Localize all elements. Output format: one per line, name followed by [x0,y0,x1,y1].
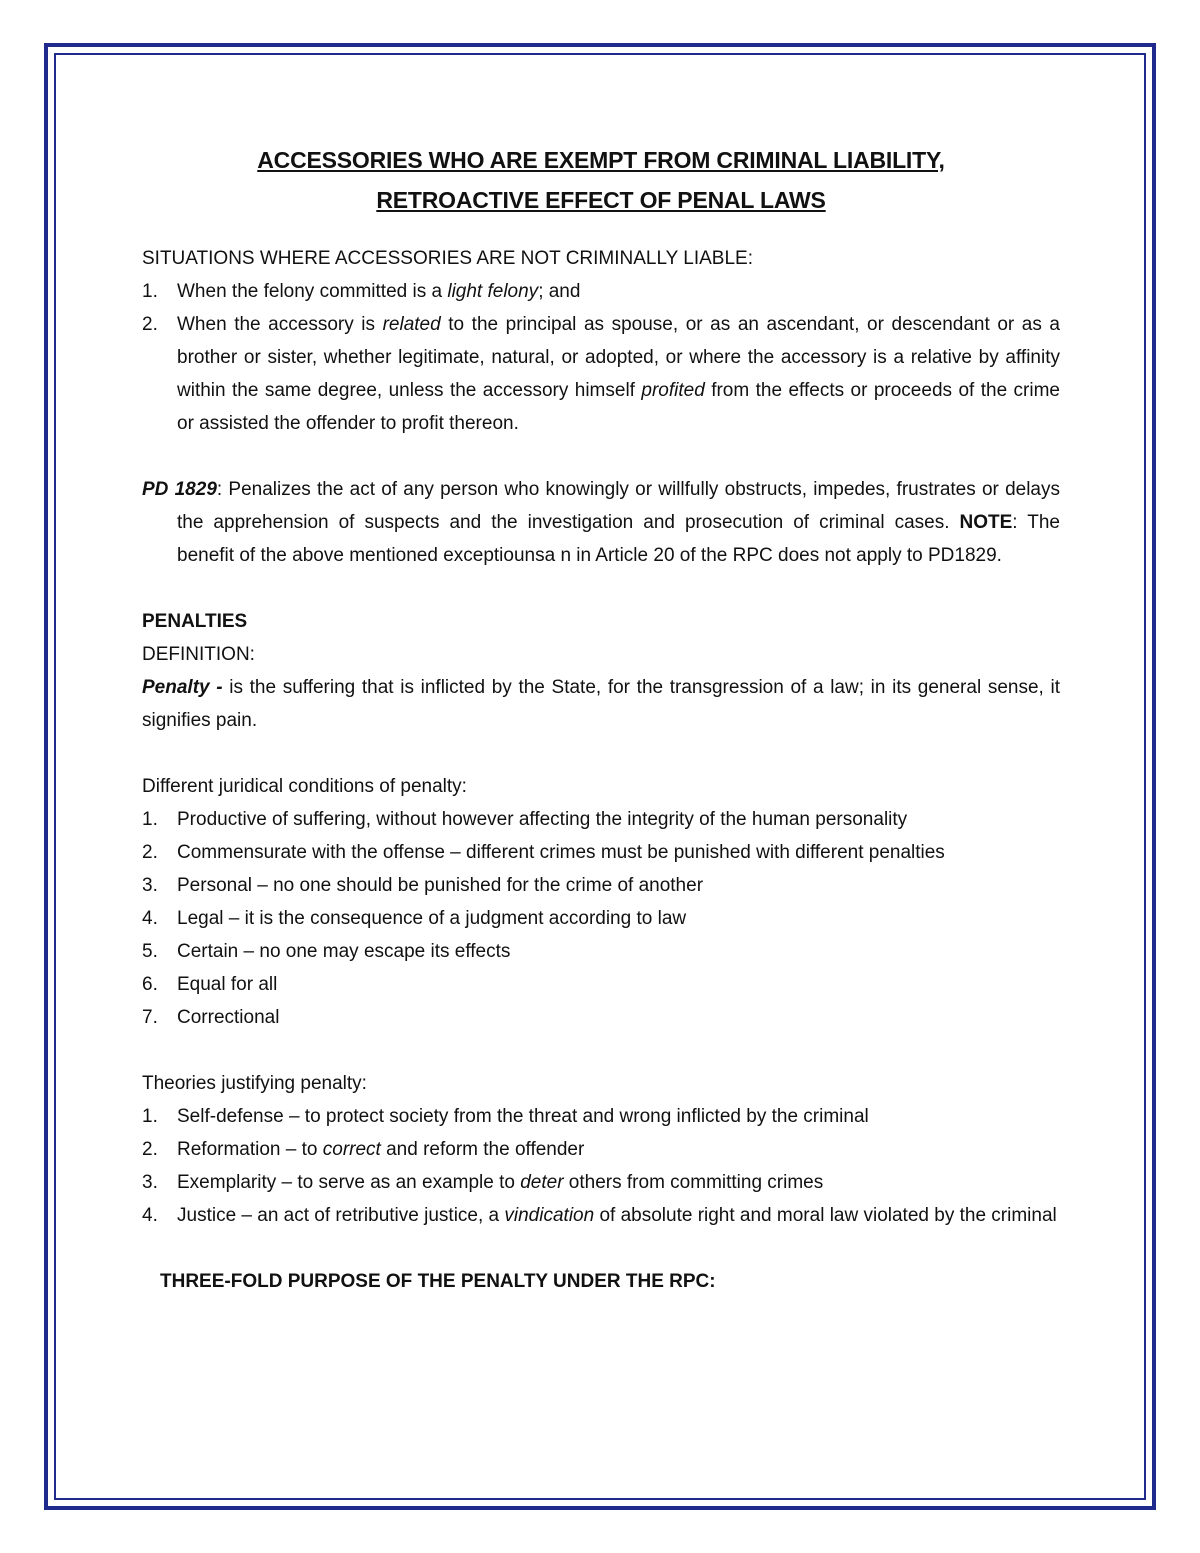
list-number: 5. [142,941,158,962]
pd1829-paragraph [142,473,1060,572]
definition-text: is the suffering that is inflicted by the State, for the transgression of a law; in its general sense, it signifies pain. [142,677,1060,731]
conditions-list [142,803,1060,1034]
emphasis-text: correct [322,1139,381,1160]
list-number: 1. [142,809,158,830]
list-text: Self-defense – to protect society from the threat and wrong inflicted by the criminal [177,1106,869,1127]
list-number: 3. [142,1172,158,1193]
title-line-1: ACCESSORIES WHO ARE EXEMPT FROM CRIMINAL LIABILITY, [257,147,945,173]
document-body [142,140,1060,1298]
list-item [142,1166,1060,1199]
list-number: 7. [142,1007,158,1028]
list-item [142,935,1060,968]
pd1829-colon: : [216,479,223,500]
list-text: When the accessory is [177,314,383,335]
list-text: Exemplarity – to serve as an example to [177,1172,521,1193]
list-text: Justice – an act of retributive justice, a [177,1205,505,1226]
list-number: 1. [142,1106,158,1127]
penalties-heading: PENALTIES [142,611,248,632]
spacer [142,1034,1060,1067]
conditions-heading: Different juridical conditions of penalty: [142,776,467,797]
list-number: 2. [142,1139,158,1160]
list-text: Personal – no one should be punished for the crime of another [177,875,704,896]
list-number: 4. [142,1205,158,1226]
emphasis-text: light felony [447,281,539,302]
list-item [142,275,1060,308]
situations-heading: SITUATIONS WHERE ACCESSORIES ARE NOT CRIMINALLY LIABLE: [142,248,753,269]
list-item [142,1133,1060,1166]
list-text: Productive of suffering, without however affecting the integrity of the human personality [177,809,908,830]
list-text: Reformation – to [177,1139,323,1160]
penalty-definition [142,671,1060,737]
theories-heading: Theories justifying penalty: [142,1073,367,1094]
list-item [142,1199,1060,1232]
list-number: 3. [142,875,158,896]
list-number: 1. [142,281,158,302]
list-text: of absolute right and moral law violated by the criminal [594,1205,1057,1226]
list-text: from the effects or proceeds of the crime or assisted the offender to profit thereon. [177,380,1061,434]
list-number: 2. [142,842,158,863]
list-item [142,836,1060,869]
situations-list [142,275,1060,440]
list-item [142,902,1060,935]
list-text: Equal for all [177,974,278,995]
list-item [142,968,1060,1001]
list-text: When the felony committed is a [177,281,448,302]
note-label: NOTE [959,512,1013,533]
emphasis-text: deter [520,1172,564,1193]
emphasis-text: related [382,314,441,335]
list-text: others from committing crimes [563,1172,824,1193]
pd1829-text: Penalizes the act of any person who knowingly or willfully obstructs, impedes, frustrates or delays the apprehension of suspects and the investigation and prosecution of criminal cases. [177,479,1060,533]
list-text: Certain – no one may escape its effects [177,941,511,962]
theories-list [142,1100,1060,1232]
list-text: Legal – it is the consequence of a judgment according to law [177,908,687,929]
list-number: 4. [142,908,158,929]
spacer [142,737,1060,770]
title-line-2: RETROACTIVE EFFECT OF PENAL LAWS [376,187,826,213]
list-item [142,1100,1060,1133]
penalty-term: Penalty - [142,677,223,698]
list-number: 2. [142,314,158,335]
threefold-heading: THREE-FOLD PURPOSE OF THE PENALTY UNDER THE RPC: [160,1271,716,1292]
list-item [142,308,1060,440]
list-text: Correctional [177,1007,280,1028]
spacer [142,440,1060,473]
list-number: 6. [142,974,158,995]
list-item [142,803,1060,836]
list-item [142,1001,1060,1034]
list-text: and reform the offender [380,1139,585,1160]
list-item [142,869,1060,902]
list-text: ; and [538,281,581,302]
emphasis-text: vindication [504,1205,595,1226]
list-text: Commensurate with the offense – different crimes must be punished with different penalties [177,842,945,863]
document-title [142,140,1060,220]
definition-label: DEFINITION: [142,644,255,665]
spacer [142,1232,1060,1265]
emphasis-text: profited [641,380,705,401]
note-text: : The benefit of the above mentioned exceptiounsa n in Article 20 of the RPC does not apply to PD1829. [177,512,1060,566]
pd1829-label: PD 1829 [142,479,217,500]
list-text: to the principal as spouse, or as an ascendant, or descendant or as a brother or sister, whether legitimate, natural, or adopted, or where the accessory is a relative by affinity within the same degree, unless the accessory himself [177,314,1060,401]
spacer [142,572,1060,605]
